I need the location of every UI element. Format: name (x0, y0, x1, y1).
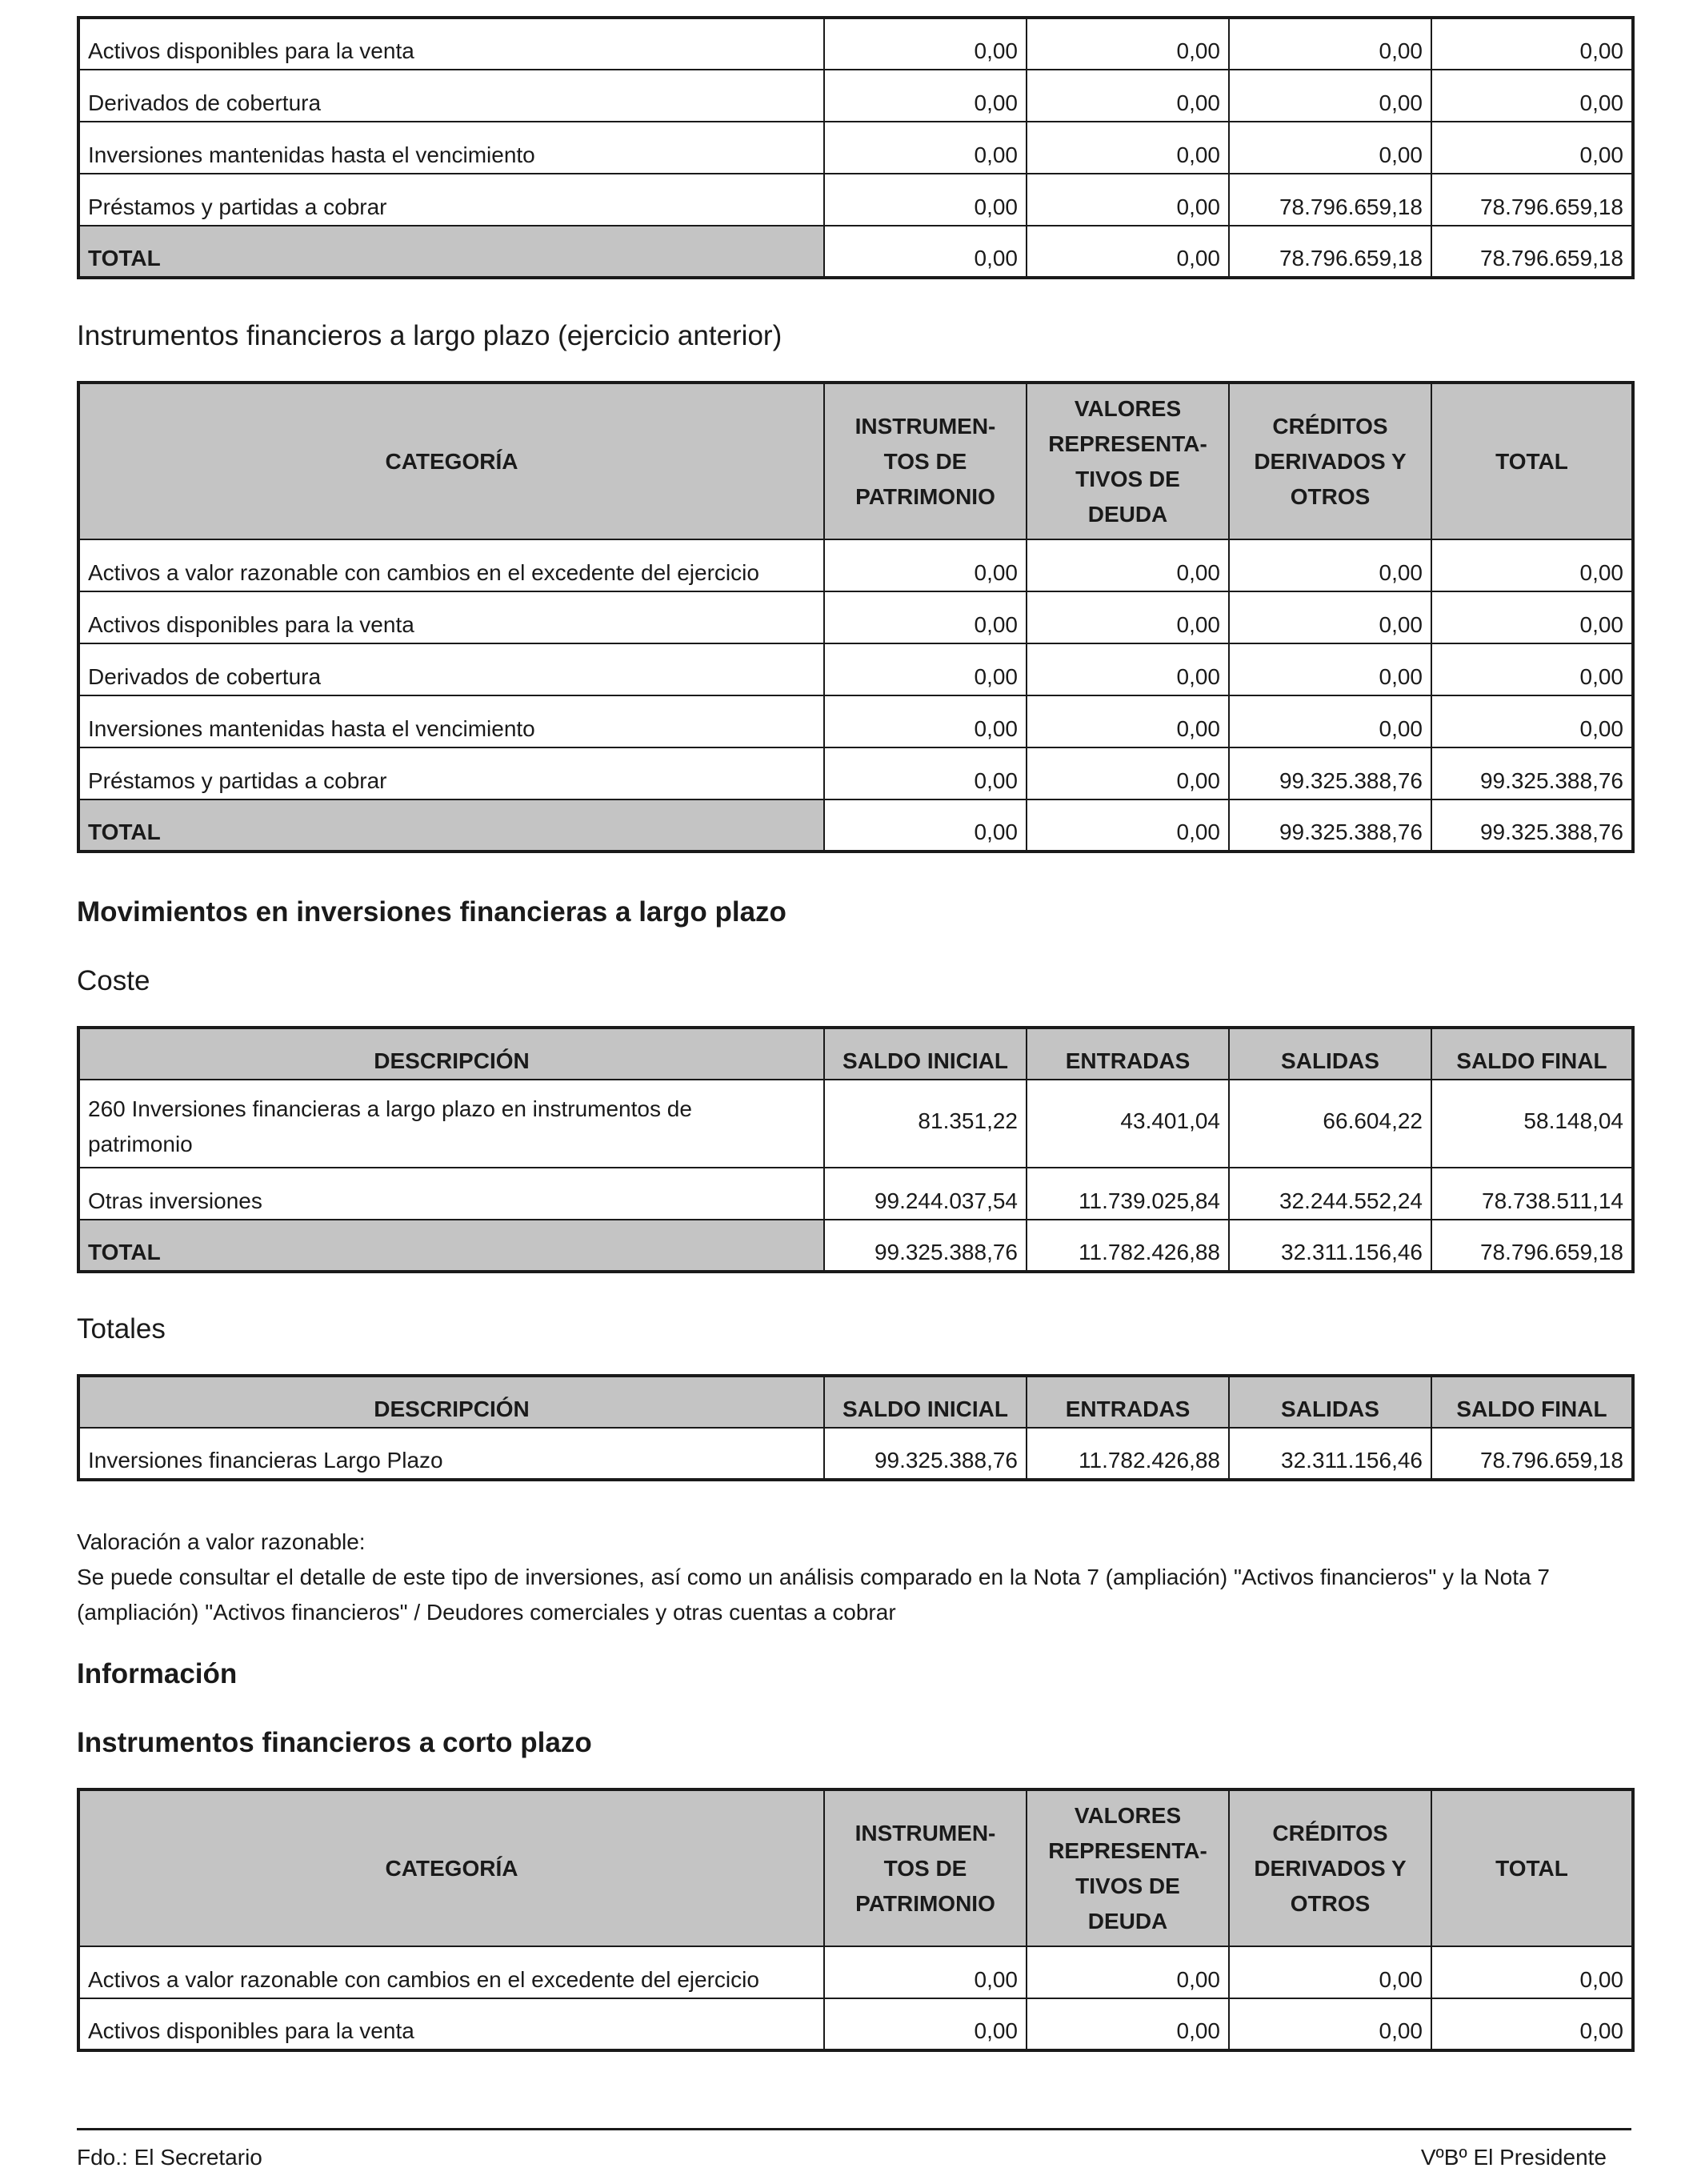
column-header-line: SALDO INICIAL (842, 1397, 1008, 1421)
column-header-line: SALDO FINAL (1456, 1397, 1607, 1421)
row-label (78, 643, 824, 695)
column-header-line: REPRESENTA- (1048, 431, 1207, 456)
section-title-ejercicio-anterior: Instrumentos financieros a largo plazo (ejercicio anterior) (77, 320, 782, 351)
column-header-line: ENTRADAS (1065, 1048, 1191, 1073)
row-label (78, 799, 824, 852)
cell-value: 0,00 (1431, 1946, 1633, 1998)
column-header (1229, 383, 1431, 539)
column-header (1431, 1028, 1633, 1080)
cell-value: 0,00 (1431, 1998, 1633, 2050)
cell-value: 78.796.659,18 (1431, 174, 1633, 226)
table-row (78, 643, 1633, 695)
column-header (1431, 1789, 1633, 1946)
column-header (824, 383, 1027, 539)
cell-value: 78.796.659,18 (1431, 1428, 1633, 1480)
row-label (78, 1220, 824, 1272)
table-row (78, 591, 1633, 643)
table-row (78, 539, 1633, 591)
column-header (78, 1028, 824, 1080)
row-label-line: Activos a valor razonable con cambios en el excedente del ejercicio (88, 560, 759, 585)
row-label (78, 226, 824, 278)
cell-value: 0,00 (824, 539, 1027, 591)
cell-value: 0,00 (1431, 643, 1633, 695)
row-label-line: Activos disponibles para la venta (88, 38, 414, 63)
column-header (824, 1789, 1027, 1946)
table-coste (77, 1026, 1635, 1273)
row-label-line: TOTAL (88, 820, 161, 844)
table-corto-plazo (77, 1788, 1635, 2052)
column-header (78, 1789, 824, 1946)
column-header-line: CRÉDITOS (1272, 1820, 1388, 1845)
column-header (1027, 1789, 1229, 1946)
table-row (78, 695, 1633, 747)
table-row (78, 18, 1633, 70)
subsection-title-coste: Coste (77, 965, 150, 996)
table-total-row (78, 226, 1633, 278)
row-label-line: Préstamos y partidas a cobrar (88, 194, 387, 219)
footer-rule (77, 2128, 1631, 2130)
row-label (78, 1080, 824, 1168)
cell-value: 0,00 (1027, 591, 1229, 643)
cell-value: 0,00 (824, 643, 1027, 695)
cell-value: 0,00 (1027, 695, 1229, 747)
table-row (78, 174, 1633, 226)
row-label (78, 1998, 824, 2050)
column-header-line: CRÉDITOS (1272, 413, 1388, 439)
table-header-row (78, 383, 1633, 539)
table-total-row (78, 799, 1633, 852)
cell-value: 0,00 (1027, 18, 1229, 70)
row-label-line: Otras inversiones (88, 1188, 262, 1213)
cell-value: 78.796.659,18 (1229, 226, 1431, 278)
cell-value: 99.325.388,76 (1431, 747, 1633, 799)
cell-value: 0,00 (824, 1946, 1027, 1998)
cell-value: 0,00 (824, 18, 1027, 70)
column-header (1431, 383, 1633, 539)
cell-value: 11.782.426,88 (1027, 1428, 1229, 1480)
footer-presidente: VºBº El Presidente (1420, 2145, 1607, 2170)
cell-value: 0,00 (1229, 70, 1431, 122)
cell-value: 0,00 (824, 695, 1027, 747)
row-label (78, 1428, 824, 1480)
valoracion-line: Valoración a valor razonable: (77, 1529, 366, 1554)
table-largo-plazo-anterior (77, 381, 1635, 853)
cell-value: 11.782.426,88 (1027, 1220, 1229, 1272)
column-header-line: DEUDA (1087, 1908, 1168, 1934)
table-body (78, 18, 1633, 278)
row-label (78, 591, 824, 643)
cell-value: 32.311.156,46 (1229, 1428, 1431, 1480)
cell-value: 0,00 (1431, 591, 1633, 643)
cell-value: 0,00 (1431, 695, 1633, 747)
footer-secretario: Fdo.: El Secretario (77, 2145, 262, 2170)
row-label (78, 70, 824, 122)
cell-value: 58.148,04 (1431, 1080, 1633, 1168)
column-header (1431, 1376, 1633, 1428)
cell-value: 81.351,22 (824, 1080, 1027, 1168)
column-header-line: REPRESENTA- (1048, 1837, 1207, 1863)
section-title-informacion: Información (77, 1658, 238, 1689)
table-row (78, 1168, 1633, 1220)
table-body (78, 1080, 1633, 1272)
column-header (1027, 1376, 1229, 1428)
valoracion-paragraph (77, 1525, 1637, 1630)
cell-value: 0,00 (1229, 643, 1431, 695)
cell-value: 32.244.552,24 (1229, 1168, 1431, 1220)
cell-value: 0,00 (1027, 122, 1229, 174)
column-header-line: DERIVADOS Y (1254, 448, 1407, 474)
column-header-line: INSTRUMEN- (855, 1820, 996, 1845)
row-label (78, 122, 824, 174)
cell-value: 32.311.156,46 (1229, 1220, 1431, 1272)
cell-value: 0,00 (1229, 539, 1431, 591)
cell-value: 0,00 (1229, 1998, 1431, 2050)
row-label-line: Inversiones financieras Largo Plazo (88, 1448, 443, 1473)
table-row (78, 1946, 1633, 1998)
column-header (78, 383, 824, 539)
column-header (78, 1376, 824, 1428)
cell-value: 0,00 (1229, 591, 1431, 643)
cell-value: 78.796.659,18 (1431, 1220, 1633, 1272)
row-label-line: patrimonio (88, 1132, 193, 1156)
row-label (78, 1168, 824, 1220)
valoracion-line: (ampliación) "Activos financieros" / Deudores comerciales y otras cuentas a cobrar (77, 1600, 896, 1625)
table-body (78, 539, 1633, 852)
row-label (78, 747, 824, 799)
cell-value: 0,00 (1027, 174, 1229, 226)
column-header-line: SALDO INICIAL (842, 1048, 1008, 1073)
cell-value: 0,00 (1431, 18, 1633, 70)
column-header-line: TOS DE (883, 448, 967, 474)
row-label-line: Activos disponibles para la venta (88, 612, 414, 637)
table-header-row (78, 1376, 1633, 1428)
cell-value: 0,00 (1027, 1998, 1229, 2050)
row-label (78, 174, 824, 226)
column-header-line: SALDO FINAL (1456, 1048, 1607, 1073)
cell-value: 0,00 (1229, 18, 1431, 70)
cell-value: 0,00 (824, 226, 1027, 278)
column-header (1027, 383, 1229, 539)
cell-value: 66.604,22 (1229, 1080, 1431, 1168)
column-header-line: TIVOS DE (1075, 1873, 1180, 1898)
column-header-line: DESCRIPCIÓN (374, 1397, 530, 1421)
column-header-line: PATRIMONIO (855, 483, 995, 509)
cell-value: 0,00 (824, 591, 1027, 643)
cell-value: 99.325.388,76 (1229, 799, 1431, 852)
section-title-corto-plazo: Instrumentos financieros a corto plazo (77, 1727, 592, 1758)
column-header (824, 1376, 1027, 1428)
cell-value: 0,00 (1027, 799, 1229, 852)
column-header-line: OTROS (1290, 483, 1371, 509)
table-body (78, 1946, 1633, 2050)
cell-value: 99.325.388,76 (1431, 799, 1633, 852)
cell-value: 0,00 (824, 174, 1027, 226)
row-label-line: TOTAL (88, 1240, 161, 1264)
row-label-line: Derivados de cobertura (88, 90, 322, 115)
row-label (78, 695, 824, 747)
row-label-line: 260 Inversiones financieras a largo plazo en instrumentos de (88, 1096, 692, 1121)
table-total-row (78, 1220, 1633, 1272)
column-header-line: SALIDAS (1281, 1048, 1379, 1073)
row-label-line: Activos disponibles para la venta (88, 2018, 414, 2043)
cell-value: 99.244.037,54 (824, 1168, 1027, 1220)
column-header (1229, 1028, 1431, 1080)
table-row (78, 70, 1633, 122)
column-header (1229, 1789, 1431, 1946)
table-row (78, 1998, 1633, 2050)
column-header-line: VALORES (1074, 395, 1182, 421)
table-body (78, 1428, 1633, 1480)
cell-value: 0,00 (824, 122, 1027, 174)
cell-value: 0,00 (1027, 1946, 1229, 1998)
column-header-line: TOS DE (883, 1855, 967, 1881)
cell-value: 11.739.025,84 (1027, 1168, 1229, 1220)
row-label-line: Inversiones mantenidas hasta el vencimiento (88, 716, 535, 741)
cell-value: 0,00 (1431, 539, 1633, 591)
cell-value: 0,00 (1229, 1946, 1431, 1998)
cell-value: 0,00 (1027, 747, 1229, 799)
row-label (78, 539, 824, 591)
column-header-line: PATRIMONIO (855, 1890, 995, 1916)
column-header-line: CATEGORÍA (385, 448, 518, 474)
row-label-line: Préstamos y partidas a cobrar (88, 768, 387, 793)
section-title-movimientos: Movimientos en inversiones financieras a largo plazo (77, 896, 786, 928)
column-header (1229, 1376, 1431, 1428)
column-header-line: DERIVADOS Y (1254, 1855, 1407, 1881)
table-largo-plazo-continued (77, 16, 1635, 279)
column-header-line: TOTAL (1495, 448, 1568, 474)
cell-value: 0,00 (824, 799, 1027, 852)
row-label-line: Derivados de cobertura (88, 664, 322, 689)
cell-value: 43.401,04 (1027, 1080, 1229, 1168)
column-header-line: SALIDAS (1281, 1397, 1379, 1421)
subsection-title-totales: Totales (77, 1313, 166, 1344)
cell-value: 0,00 (1431, 70, 1633, 122)
column-header (1027, 1028, 1229, 1080)
cell-value: 99.325.388,76 (1229, 747, 1431, 799)
column-header-line: DESCRIPCIÓN (374, 1048, 530, 1073)
cell-value: 0,00 (824, 747, 1027, 799)
table-row (78, 122, 1633, 174)
cell-value: 0,00 (1229, 122, 1431, 174)
table-header-row (78, 1028, 1633, 1080)
column-header (824, 1028, 1027, 1080)
table-totales (77, 1374, 1635, 1481)
cell-value: 0,00 (1431, 122, 1633, 174)
cell-value: 0,00 (824, 1998, 1027, 2050)
column-header-line: VALORES (1074, 1802, 1182, 1828)
cell-value: 0,00 (1027, 539, 1229, 591)
column-header-line: DEUDA (1087, 501, 1168, 527)
row-label-line: Activos a valor razonable con cambios en el excedente del ejercicio (88, 1967, 759, 1992)
row-label (78, 18, 824, 70)
cell-value: 78.796.659,18 (1431, 226, 1633, 278)
column-header-line: TIVOS DE (1075, 466, 1180, 491)
cell-value: 0,00 (1229, 695, 1431, 747)
cell-value: 99.325.388,76 (824, 1220, 1027, 1272)
column-header-line: CATEGORÍA (385, 1855, 518, 1881)
table-row (78, 1428, 1633, 1480)
cell-value: 78.738.511,14 (1431, 1168, 1633, 1220)
cell-value: 0,00 (824, 70, 1027, 122)
cell-value: 0,00 (1027, 226, 1229, 278)
table-row (78, 1080, 1633, 1168)
row-label-line: Inversiones mantenidas hasta el vencimiento (88, 142, 535, 167)
cell-value: 99.325.388,76 (824, 1428, 1027, 1480)
column-header-line: TOTAL (1495, 1855, 1568, 1881)
column-header-line: ENTRADAS (1065, 1397, 1191, 1421)
cell-value: 0,00 (1027, 70, 1229, 122)
valoracion-line: Se puede consultar el detalle de este tipo de inversiones, así como un análisis comparado en la Nota 7 (ampliación) "Activos financieros" y la Nota 7 (77, 1565, 1550, 1589)
column-header-line: OTROS (1290, 1890, 1371, 1916)
cell-value: 78.796.659,18 (1229, 174, 1431, 226)
row-label (78, 1946, 824, 1998)
column-header-line: INSTRUMEN- (855, 413, 996, 439)
cell-value: 0,00 (1027, 643, 1229, 695)
table-row (78, 747, 1633, 799)
table-header-row (78, 1789, 1633, 1946)
row-label-line: TOTAL (88, 246, 161, 270)
